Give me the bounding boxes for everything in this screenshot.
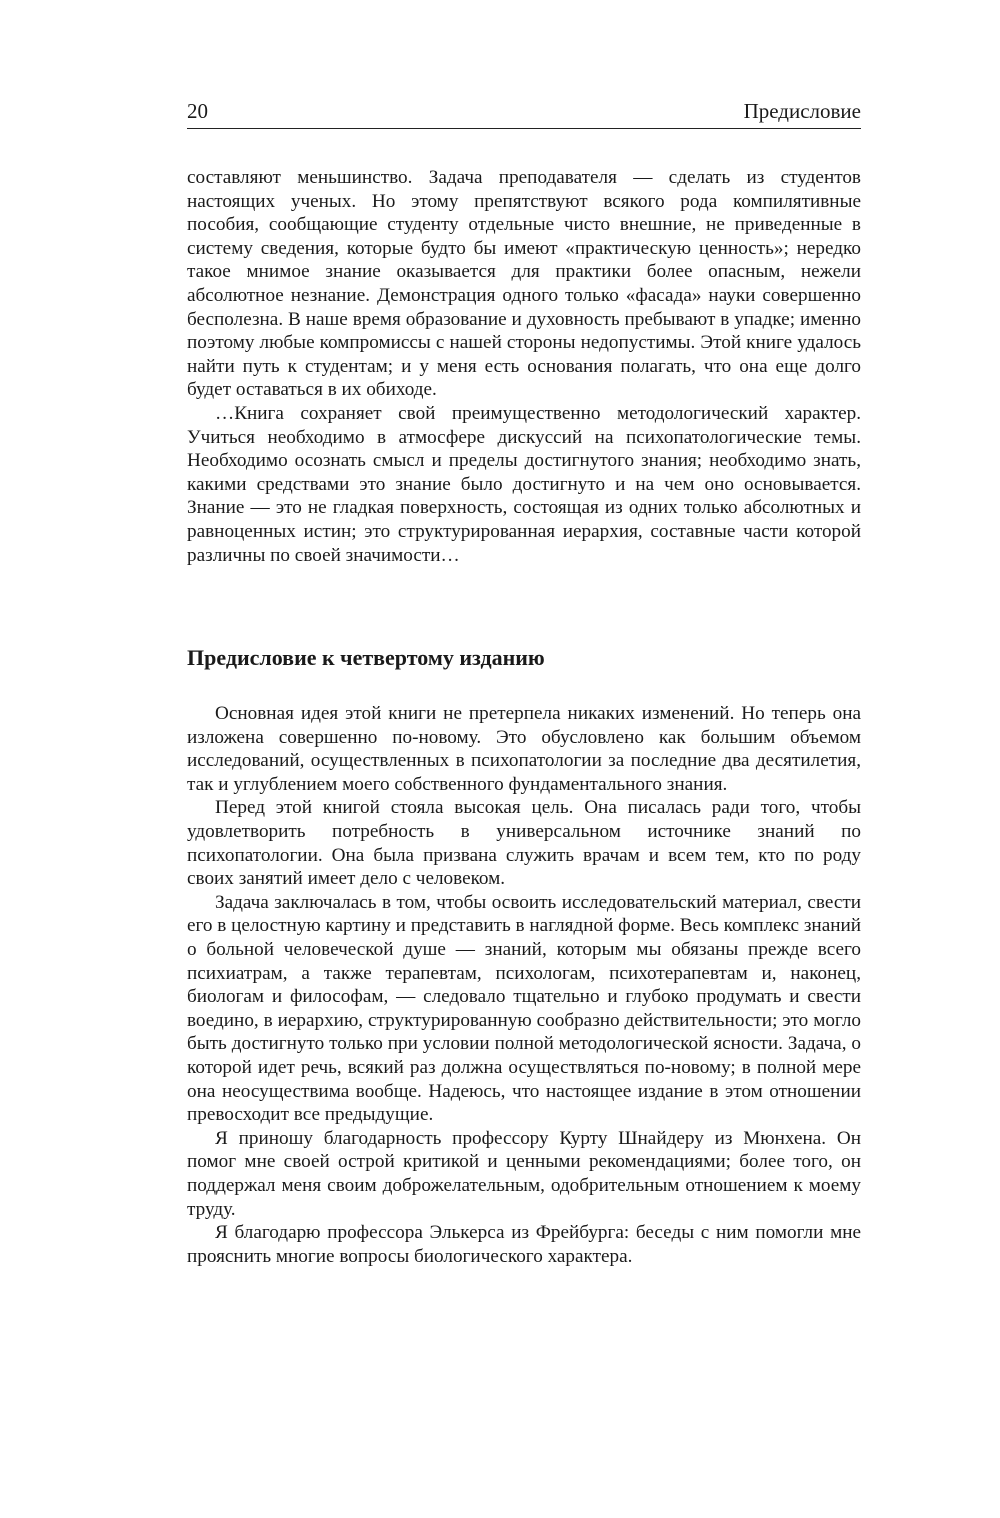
running-header <box>187 98 861 129</box>
paragraph: Основная идея этой книги не претерпела никаких изменений. Но теперь она изложена совершенно по-новому. Это обусловлено как большим объемом исследований, осуществленных в психопатологии за последние два десятилетия, так и углублением моего собственного фундаментального знания. <box>187 703 861 795</box>
paragraph: …Книга сохраняет свой преимущественно методологический характер. Учиться необходимо в атмосфере дискуссий на психопатологические темы. Необходимо осознать смысл и пределы достигнутого знания; необходимо знать, какими средствами это знание было достигнуто и на чем оно основывается. Знание — это не гладкая поверхность, состоящая из одних только абсолютных и равноценных истин; это структурированная иерархия, составные части которой различны по своей значимости… <box>187 402 861 566</box>
paragraph: Я приношу благодарность профессору Курту Шнайдеру из Мюнхена. Он помог мне своей острой критикой и ценными рекомендациями; более того, он поддержал меня своим доброжелательным, одобрительным отношением к моему труду. <box>187 1127 861 1220</box>
page-number: 20 <box>187 99 208 123</box>
book-page <box>187 98 861 1268</box>
section-continuation <box>187 166 861 567</box>
paragraph: Я благодарю профессора Элькерса из Фрейбурга: беседы с ним помогли мне прояснить многие вопросы биологического характера. <box>187 1222 861 1267</box>
paragraph: Перед этой книгой стояла высокая цель. Она писалась ради того, чтобы удовлетворить потребность в универсальном источнике знаний по психопатологии. Она была призвана служить врачам и всем тем, кто по роду своих занятий имеет дело с человеком. <box>187 797 861 890</box>
running-title: Предисловие <box>743 99 861 123</box>
paragraph: Задача заключалась в том, чтобы освоить исследовательский материал, свести его в целостную картину и представить в наглядной форме. Весь комплекс знаний о больной человеческой душе — знаний, которым мы обязаны прежде всего психиатрам, а также терапевтам, психологам, психотерапевтам и, наконец, биологам и философам, — следовало тщательно и глубоко продумать и свести воедино, в иерархию, структурированную сообразно действительности; это могло быть достигнуто только при условии полной методологической ясности. Задача, о которой идет речь, всякий раз должна осуществляться по-новому; в полной мере она неосуществима вообще. Надеюсь, что настоящее издание в этом отношении превосходит все предыдущие. <box>187 891 862 1126</box>
section-fourth-edition-preface <box>187 702 861 1268</box>
section-heading: Предисловие к четвертому изданию <box>187 645 545 671</box>
paragraph: составляют меньшинство. Задача преподавателя — сделать из студентов настоящих ученых. Но этому препятствуют всякого рода компилятивные пособия, сообщающие студенту отдельные чисто внешние, не приведенные в систему сведения, которые будто бы имеют «практическую ценность»; нередко такое мнимое знание оказывается для практики более опасным, нежели абсолютное незнание. Демонстрация одного только «фасада» науки совершенно бесполезна. В наше время образование и духовность пребывают в упадке; именно поэтому любые компромиссы с нашей стороны недопустимы. Этой книге удалось найти путь к студентам; и у меня есть основания полагать, что она еще долго будет оставаться в их обиходе. <box>187 167 861 401</box>
